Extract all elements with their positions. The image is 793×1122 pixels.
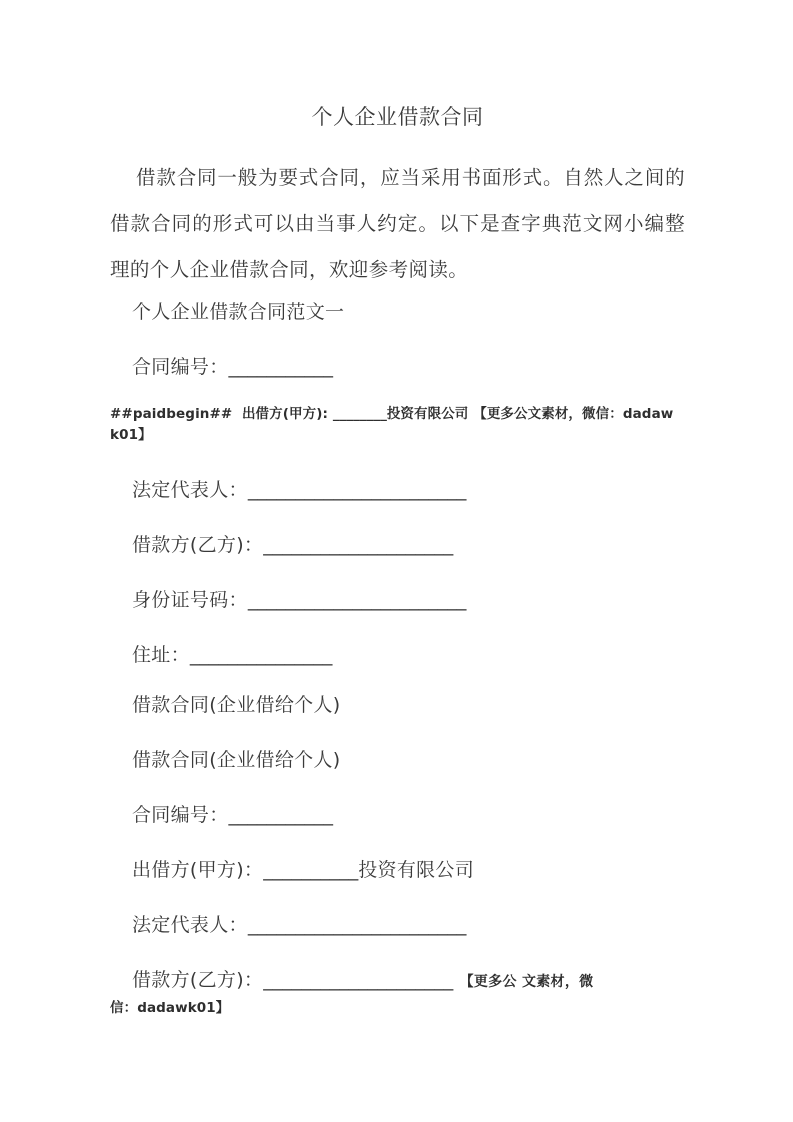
paid-marker-line (110, 404, 682, 446)
intro-paragraph: 借款合同一般为要式合同，应当采用书面形式。自然人之间的借款合同的形式可以由当事人约定。以下是查字典范文网小编整理的个人企业借款合同，欢迎参考阅读。 (110, 166, 685, 281)
borrower-label-1: 借款方(乙方)： (132, 534, 264, 556)
page-title: 个人企业借款合同 (311, 105, 484, 129)
legal-rep-label-1: 法定代表人： (132, 479, 248, 501)
id-number-label: 身份证号码： (132, 589, 248, 611)
contract-number-rule-1: ___________ (228, 356, 334, 378)
id-number-line (110, 586, 707, 614)
lender-company-marked: 投资有限公司 (386, 406, 469, 422)
legal-rep-label-2: 法定代表人： (132, 914, 248, 936)
contract-subtitle-1: 借款合同(企业借给个人) (132, 694, 341, 716)
lender-rule-marked: ________ (332, 406, 387, 422)
address-line (110, 641, 707, 669)
borrower-rule-2: ____________________ (263, 969, 454, 991)
id-number-rule: _______________________ (247, 589, 467, 611)
legal-rep-line-2 (110, 911, 707, 939)
contract-number-label-2: 合同编号： (132, 804, 229, 826)
borrower-line-1 (110, 531, 707, 559)
contract-number-line-2 (110, 801, 707, 829)
paid-marker-tag: ##paidbegin## (110, 406, 233, 422)
legal-rep-rule-1: _______________________ (247, 479, 467, 501)
contract-number-label-1: 合同编号： (132, 356, 229, 378)
lender-label-2: 出借方(甲方)： (132, 859, 264, 881)
legal-rep-line-1 (110, 476, 707, 504)
section-heading: 个人企业借款合同范文一 (132, 301, 345, 323)
address-label: 住址： (132, 644, 190, 666)
lender-line-2 (110, 856, 707, 884)
lender-company-2: 投资有限公司 (358, 859, 475, 881)
contract-number-line-1 (110, 353, 707, 381)
lender-label-marked: 出借方(甲方): (241, 406, 328, 422)
borrower-line-2 (110, 966, 707, 996)
borrower-rule-1: ____________________ (263, 534, 454, 556)
contract-number-rule-2: ___________ (228, 804, 334, 826)
promo-note-2-part1: 【更多公 文素材，微 (459, 974, 594, 990)
promo-note-1: 【更多公文素材，微信：dadawk01】 (110, 406, 674, 443)
contract-subtitle-2: 借款合同(企业借给个人) (132, 749, 341, 771)
legal-rep-rule-2: _______________________ (247, 914, 467, 936)
address-rule: _______________ (189, 644, 333, 666)
promo-note-2-part2: 信：dadawk01】 (110, 1000, 230, 1016)
lender-rule-2: __________ (263, 859, 359, 881)
borrower-label-2: 借款方(乙方)： (132, 969, 264, 991)
